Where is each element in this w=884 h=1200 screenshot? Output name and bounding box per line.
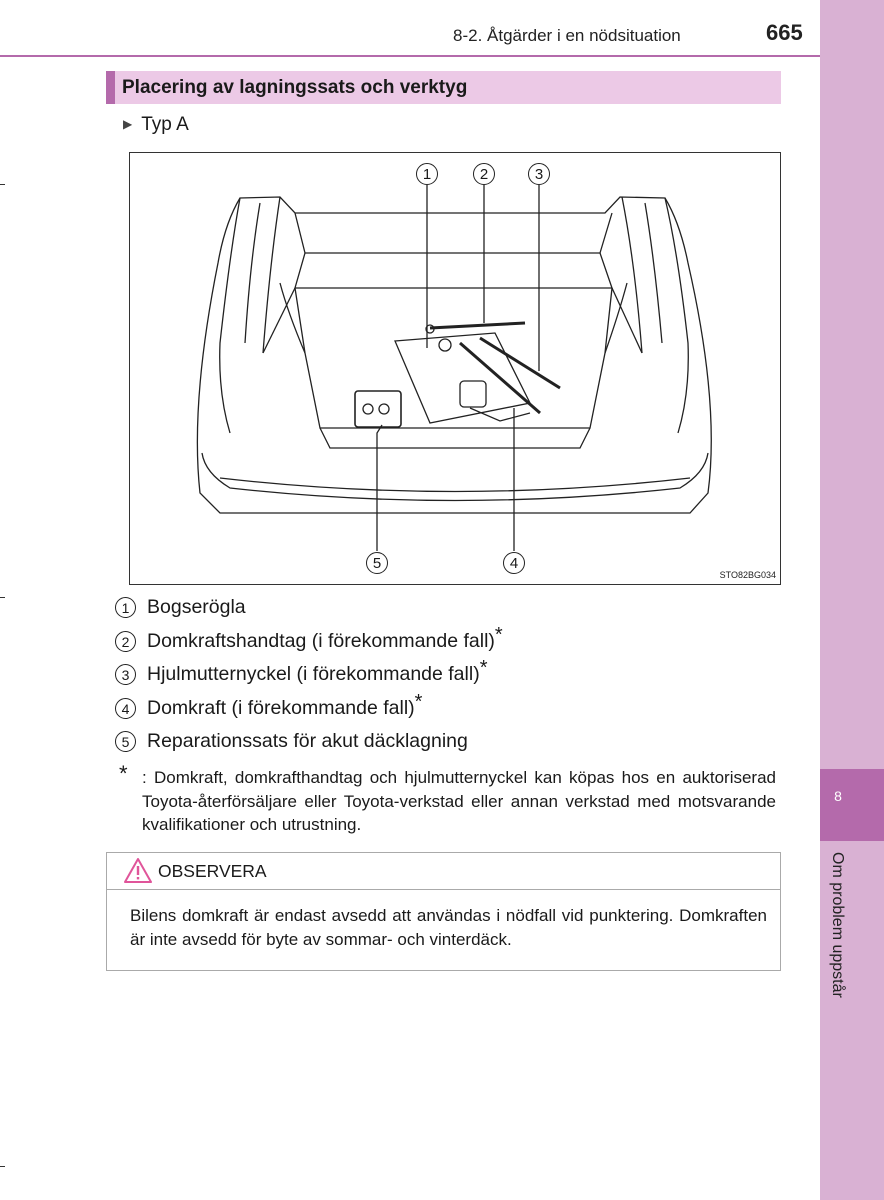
- legend-number: 5: [115, 731, 136, 752]
- legend-text: Hjulmutternyckel (i förekommande fall)*: [147, 657, 488, 685]
- figure-code: STO82BG034: [719, 570, 776, 580]
- chapter-number: 8: [834, 788, 842, 804]
- legend-text: Domkraftshandtag (i förekommande fall)*: [147, 623, 503, 652]
- callout-5: 5: [366, 552, 388, 574]
- trunk-illustration: [129, 152, 781, 585]
- callout-3: 3: [528, 163, 550, 185]
- legend-item: [114, 728, 804, 762]
- legend-item: [114, 690, 804, 729]
- crop-mark: [0, 1166, 5, 1167]
- legend-number: 2: [115, 631, 136, 652]
- footnote-text: : Domkraft, domkrafthandtag och hjulmutternyckel kan köpas hos en auktoriserad Toyota-återförsäljare eller Toyota-verkstad eller annan verkstad med motsvarande kvalifikationer och utrustning.: [142, 768, 776, 834]
- page-number: 665: [766, 20, 803, 45]
- caution-body: Bilens domkraft är endast avsedd att användas i nödfall vid punktering. Domkraften är inte avsedd för byte av sommar- och vinterdäck.: [130, 906, 767, 949]
- caution-header: [107, 853, 780, 890]
- callout-1: 1: [416, 163, 438, 185]
- caution-title: OBSERVERA: [158, 861, 267, 881]
- legend-item: [114, 657, 804, 695]
- legend-number: 4: [115, 698, 136, 719]
- chapter-side-tab: [820, 0, 884, 1200]
- car-trunk-drawing: [130, 153, 780, 584]
- warning-triangle-icon: [123, 857, 153, 884]
- type-label-text: Typ A: [141, 114, 189, 135]
- legend-text: Reparationssats för akut däcklagning: [147, 730, 468, 752]
- header-section-title: 8-2. Åtgärder i en nödsituation: [453, 26, 681, 45]
- header-divider: [0, 55, 820, 57]
- legend-number: 1: [115, 597, 136, 618]
- legend-text: Domkraft (i förekommande fall)*: [147, 690, 423, 719]
- legend-item: [114, 594, 804, 628]
- chapter-title: Om problem uppstår: [829, 852, 846, 998]
- chapter-tab-active[interactable]: [820, 769, 884, 841]
- callout-2: 2: [473, 163, 495, 185]
- type-label: [123, 114, 189, 136]
- legend-number: 3: [115, 664, 136, 685]
- legend-item: [114, 623, 804, 662]
- section-heading: Placering av lagningssats och verktyg: [106, 71, 781, 104]
- legend-text: Bogserögla: [147, 596, 246, 618]
- footnote-marker: *: [119, 761, 128, 786]
- crop-mark: [0, 597, 5, 598]
- caution-box: [106, 852, 781, 971]
- legend-list: [114, 594, 804, 762]
- triangle-bullet-icon: ▶: [123, 117, 133, 131]
- callout-4: 4: [503, 552, 525, 574]
- crop-mark: [0, 184, 5, 185]
